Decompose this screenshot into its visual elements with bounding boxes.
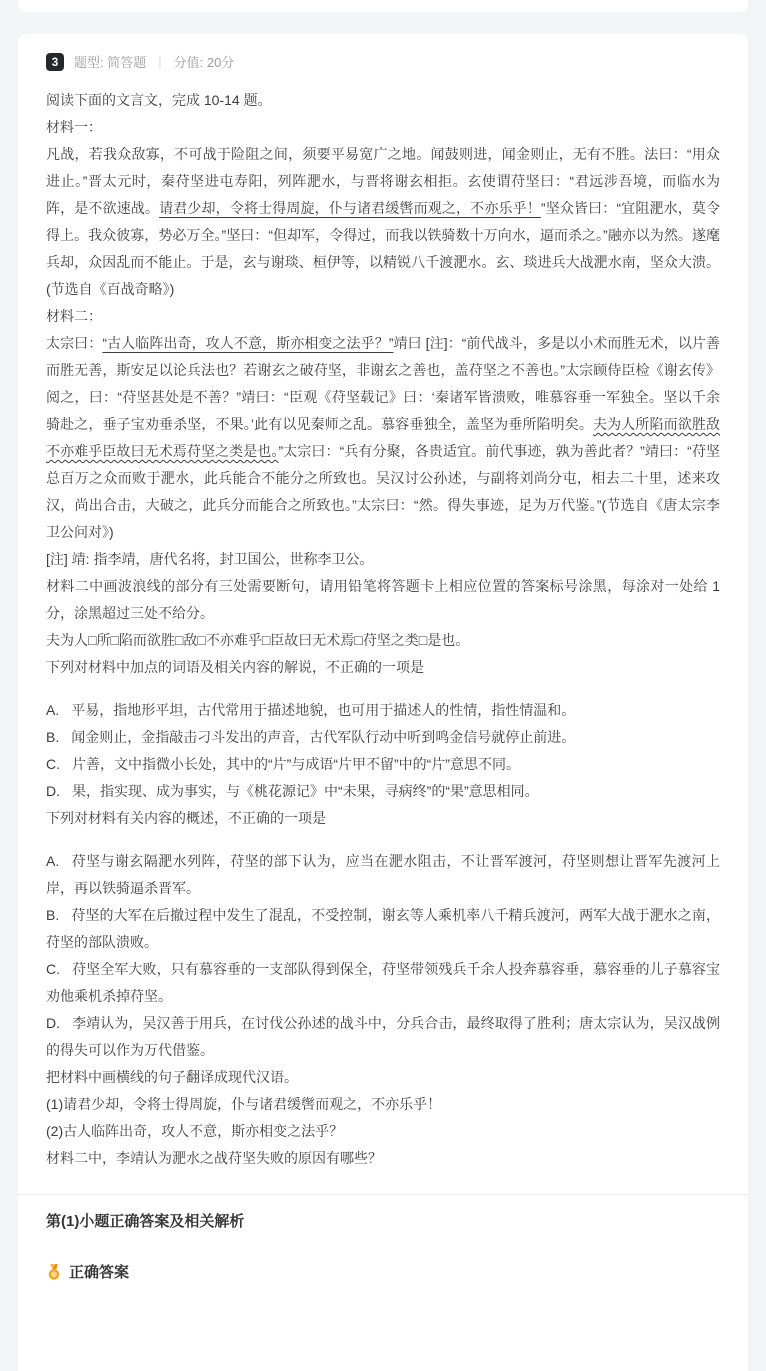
material1-text-pre: 凡战，若我众敌寡，不可战于险阻之间，须要平易宽广之地。闻鼓则进，闻金则止，无有不胜。法曰：“用众进止。”晋太元时，秦苻坚进屯寿阳，列阵淝水，与晋将谢玄相拒。玄使谓苻坚曰：“君远涉吾境，而临水为阵，是不欲速战。 xyxy=(46,146,720,216)
option-text: 李靖认为，吴汉善于用兵，在讨伐公孙述的战斗中，分兵合击，最终取得了胜利；唐太宗认为，吴汉战例的得失可以作为万代借鉴。 xyxy=(46,1015,720,1058)
q12-options xyxy=(46,848,720,1064)
correct-answer-label: 正确答案 xyxy=(69,1264,130,1281)
option-label: B. xyxy=(46,907,60,923)
material2-paragraph xyxy=(46,330,720,546)
q11-options xyxy=(46,697,720,805)
q11-stem: 下列对材料中加点的词语及相关内容的解说，不正确的一项是 xyxy=(46,659,424,675)
q12-option-b xyxy=(46,902,720,956)
question-type-label: 题型: 简答题 xyxy=(74,55,147,70)
passage-note: [注] 靖: 指李靖，唐代名将，封卫国公，世称李卫公。 xyxy=(46,551,374,567)
correct-answer-header xyxy=(46,1261,720,1282)
passage-intro: 阅读下面的文言文，完成 10-14 题。 xyxy=(46,92,272,108)
option-text: 闻金则止，金指敲击刁斗发出的声音，古代军队行动中听到鸣金信号就停止前进。 xyxy=(71,729,576,745)
medal-icon xyxy=(46,1264,62,1280)
q12-option-a xyxy=(46,848,720,902)
material2-label: 材料二： xyxy=(46,308,102,324)
q10-stem: 材料二中画波浪线的部分有三处需要断句，请用铅笔将答题卡上相应位置的答案标号涂黑，每涂对一处给 1 分，涂黑超过三处不给分。 xyxy=(46,578,720,621)
question-score-label: 分值: 20分 xyxy=(173,55,235,70)
q13-stem: 把材料中画横线的句子翻译成现代汉语。 xyxy=(46,1069,298,1085)
previous-card-bottom xyxy=(18,0,748,12)
q13-sentence-1: (1)请君少却，令将士得周旋，仆与诸君缓辔而观之，不亦乐乎！ xyxy=(46,1096,442,1112)
material2-text-mid: 靖曰 [注]：“前代战斗，多是以小术而胜无术，以片善而胜无善，斯安足以论兵法也？若谢玄之破苻坚，非谢玄之善也，盖苻坚之不善也。”太宗顾侍臣检《谢玄传》阅之，曰：“苻坚甚处是不善？”靖曰：“臣观《苻坚载记》曰：‘秦诸军皆溃败，唯慕容垂一军独全。坚以千余骑赴之，垂子宝劝垂杀坚，不果。’此有以见秦师之乱。慕容垂独全，盖坚为垂所陷明矣。 xyxy=(46,335,720,432)
q13-sentence-2: (2)古人临阵出奇，攻人不意，斯亦相变之法乎？ xyxy=(46,1123,344,1139)
q11-option-c xyxy=(46,751,720,778)
material1-underlined-sentence: 请君少却，令将士得周旋，仆与诸君缓辔而观之，不亦乐乎！ xyxy=(159,200,541,216)
question-card xyxy=(18,34,748,1371)
option-label: C. xyxy=(46,756,60,772)
option-text: 苻坚与谢玄隔淝水列阵，苻坚的部下认为，应当在淝水阻击，不让晋军渡河，苻坚则想让晋军先渡河上岸，再以铁骑逼杀晋军。 xyxy=(46,853,720,896)
option-text: 苻坚的大军在后撤过程中发生了混乱，不受控制，谢玄等人乘机率八千精兵渡河，两军大战于淝水之南，苻坚的部队溃败。 xyxy=(46,907,720,950)
meta-separator: | xyxy=(158,54,162,69)
option-label: B. xyxy=(46,729,60,745)
material2-text-post: ”太宗曰：“兵有分聚，各贵适宜。前代事迹，孰为善此者？”靖曰：“苻坚总百万之众而败于淝水，此兵能合不能分之所致也。吴汉讨公孙述，与副将刘尚分屯，相去二十里，述来攻汉，尚出合击，大破之，此兵分而能合之所致也。”太宗曰：“然。得失事迹，足为万代鉴。”(节选自《唐太宗李卫公问对》) xyxy=(46,443,720,540)
answer-section-title: 第(1)小题正确答案及相关解析 xyxy=(46,1213,245,1230)
option-text: 平易，指地形平坦，古代常用于描述地貌，也可用于描述人的性情，指性情温和。 xyxy=(71,702,576,718)
q11-option-b xyxy=(46,724,720,751)
material2-wavy-underlined-sentence: 夫为人所陷而欲胜敌不亦难乎臣故曰无术焉苻坚之类是也。 xyxy=(46,416,721,459)
material1-text-post: ”坚众皆曰：“宜阻淝水，莫令得上。我众彼寡，势必万全。”坚曰：“但却军，令得过，而我以铁骑数十万向水，逼而杀之。”融亦以为然。遂麾兵却，众因乱而不能止。于是，玄与谢琰、桓伊等，以精锐八千渡淝水。玄、琰进兵大战淝水南，坚众大溃。(节选自《百战奇略》) xyxy=(46,200,721,297)
q12-stem: 下列对材料有关内容的概述，不正确的一项是 xyxy=(46,810,326,826)
material1-paragraph xyxy=(46,141,720,303)
material2-text-pre: 太宗曰： xyxy=(46,335,103,351)
q11-option-d xyxy=(46,778,720,805)
option-label: C. xyxy=(46,961,60,977)
q11-option-a xyxy=(46,697,720,724)
q14-stem: 材料二中，李靖认为淝水之战苻坚失败的原因有哪些？ xyxy=(46,1150,382,1166)
material2-underlined-sentence: “古人临阵出奇，攻人不意，斯亦相变之法乎？” xyxy=(102,335,394,351)
option-label: D. xyxy=(46,783,60,799)
option-text: 果，指实现、成为事实，与《桃花源记》中“未果，寻病终”的“果”意思相同。 xyxy=(72,783,539,799)
section-divider xyxy=(18,1194,748,1195)
option-text: 苻坚全军大败，只有慕容垂的一支部队得到保全，苻坚带领残兵千余人投奔慕容垂，慕容垂的儿子慕容宝劝他乘机杀掉苻坚。 xyxy=(46,961,720,1004)
material1-label: 材料一： xyxy=(46,119,102,135)
question-body xyxy=(46,87,720,1172)
option-label: A. xyxy=(46,702,60,718)
option-label: A. xyxy=(46,853,60,869)
option-label: D. xyxy=(46,1015,60,1031)
q12-option-c xyxy=(46,956,720,1010)
option-text: 片善，文中指微小长处，其中的“片”与成语“片甲不留”中的“片”意思不同。 xyxy=(72,756,520,772)
q12-option-d xyxy=(46,1010,720,1064)
question-number-badge: 3 xyxy=(46,53,64,71)
q10-punctuation-sentence: 夫为人□所□陷而欲胜□敌□不亦难乎□臣故曰无术焉□苻坚之类□是也。 xyxy=(46,632,470,648)
question-meta-header xyxy=(46,52,720,71)
